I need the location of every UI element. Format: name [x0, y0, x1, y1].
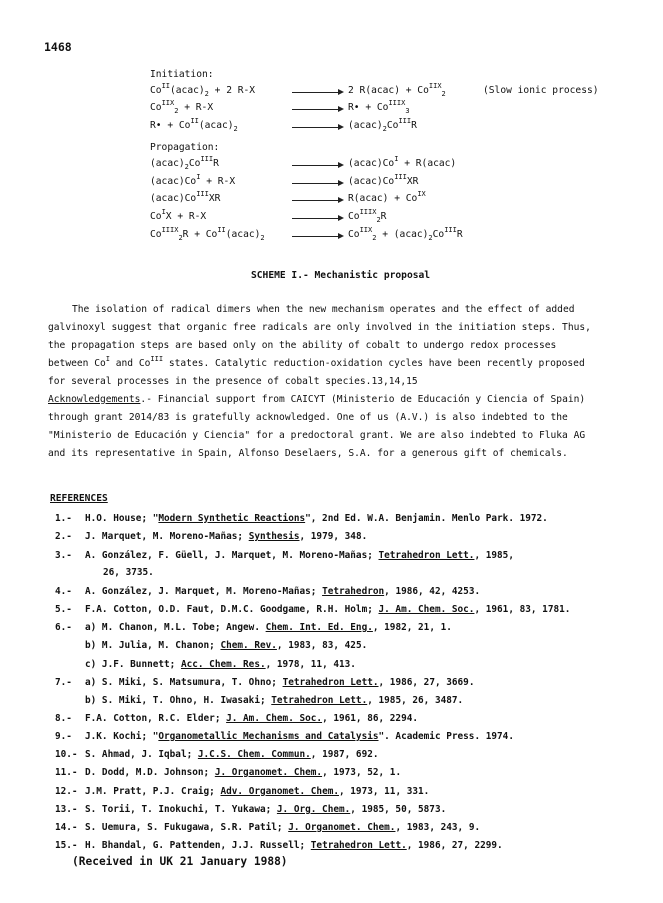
reaction-arrow-icon: [292, 165, 342, 166]
reference-entry: S. Ahmad, J. Iqbal; J.C.S. Chem. Commun., 1987, 692.: [85, 749, 379, 760]
propagation-step-reactants: $(acac)Co^I + R-X$: [150, 173, 236, 187]
reference-entry: S. Uemura, S. Fukugawa, S.R. Patil; J. Organomet. Chem., 1983, 243, 9.: [85, 822, 481, 833]
paragraph-line: the propagation steps are based only on the ability of cobalt to undergo redox processes: [48, 340, 557, 351]
reference-entry: H.O. House; "Modern Synthetic Reactions", 2nd Ed. W.A. Benjamin. Menlo Park. 1972.: [85, 513, 548, 524]
initiation-step-products: $(acac)_2Co^{III}R$: [348, 117, 417, 133]
reference-number: 2.-: [55, 531, 72, 542]
acknowledgements-line: "Ministerio de Educación y Ciencia" for a predoctoral grant. We are also indebted to Fluka AG: [48, 430, 586, 441]
reference-number: 5.-: [55, 604, 72, 615]
reference-entry: D. Dodd, M.D. Johnson; J. Organomet. Chem., 1973, 52, 1.: [85, 767, 402, 778]
reference-number: 15.-: [55, 840, 78, 851]
reference-entry: F.A. Cotton, O.D. Faut, D.M.C. Goodgame, R.H. Holm; J. Am. Chem. Soc., 1961, 83, 1781.: [85, 604, 571, 615]
journal-name: J. Am. Chem. Soc.: [378, 604, 475, 615]
reference-entry: a) M. Chanon, M.L. Tobe; Angew. Chem. Int. Ed. Eng., 1982, 21, 1.: [85, 622, 452, 633]
reference-number: 12.-: [55, 786, 78, 797]
acknowledgements-line: and its representative in Spain, Alfonso Deselaers, S.A. for a generous gift of chemicals.: [48, 448, 568, 459]
propagation-step-reactants: $(acac)Co^{III}XR$: [150, 190, 221, 204]
journal-name: Chem. Rev.: [220, 640, 277, 651]
initiation-step-reactants: $Co^{II}(acac)_2 + 2$ R-X: [150, 82, 256, 98]
reference-number: 4.-: [55, 586, 72, 597]
reference-entry: A. González, J. Marquet, M. Moreno-Mañas; Tetrahedron, 1986, 42, 4253.: [85, 586, 481, 597]
journal-name: Tetrahedron Lett.: [378, 550, 475, 561]
propagation-step-products: R(acac) + $Co^{IX}$: [348, 190, 426, 204]
reference-number: 10.-: [55, 749, 78, 760]
acknowledgements-label: Acknowledgements: [48, 394, 141, 405]
propagation-step-reactants: $Co^IX + R-X$: [150, 208, 207, 222]
journal-name: Synthesis: [248, 531, 300, 542]
initiation-step-reactants: $Co^{IIX}_2 + R-X$: [150, 99, 214, 115]
reference-entry: c) J.F. Bunnett; Acc. Chem. Res., 1978, 11, 413.: [85, 659, 356, 670]
journal-name: J. Organomet. Chem.: [214, 767, 323, 778]
reference-entry: H. Bhandal, G. Pattenden, J.J. Russell; Tetrahedron Lett., 1986, 27, 2299.: [85, 840, 503, 851]
reaction-arrow-icon: [292, 236, 342, 237]
initiation-step-reactants: R• + $Co^{II}(acac)_2$: [150, 117, 238, 133]
reference-entry: S. Torii, T. Inokuchi, T. Yukawa; J. Org. Chem., 1985, 50, 5873.: [85, 804, 447, 815]
journal-name: J. Org. Chem.: [276, 804, 351, 815]
reaction-arrow-icon: [292, 127, 342, 128]
reference-number: 11.-: [55, 767, 78, 778]
reference-entry: F.A. Cotton, R.C. Elder; J. Am. Chem. Soc., 1961, 86, 2294.: [85, 713, 419, 724]
reaction-arrow-icon: [292, 109, 342, 110]
reference-entry: A. González, F. Güell, J. Marquet, M. Moreno-Mañas; Tetrahedron Lett., 1985,: [85, 550, 514, 561]
paragraph-line: The isolation of radical dimers when the new mechanism operates and the effect of added: [72, 304, 575, 315]
received-date: (Received in UK 21 January 1988): [72, 855, 288, 868]
initiation-label: Initiation:: [150, 69, 214, 80]
propagation-step-products: $(acac)Co^{III}XR$: [348, 173, 419, 187]
references-heading: REFERENCES: [50, 493, 108, 504]
journal-name: Adv. Organomet. Chem.: [220, 786, 339, 797]
journal-name: Organometallic Mechanisms and Catalysis: [158, 731, 379, 742]
journal-name: Acc. Chem. Res.: [180, 659, 266, 670]
propagation-step-products: $Co^{IIX}_2$ + $(acac)_2Co^{III}R$: [348, 226, 463, 242]
reference-number: 14.-: [55, 822, 78, 833]
journal-name: J.C.S. Chem. Commun.: [197, 749, 311, 760]
acknowledgements-line: Acknowledgements.- Financial support from CAICYT (Ministerio de Educación y Ciencia of Spain): [48, 394, 586, 405]
initiation-step-products: 2 R(acac) + $Co^{IIX}_2$: [348, 82, 446, 98]
propagation-step-reactants: $Co^{IIIX}_2R$ + $Co^{II}(acac)_2$: [150, 226, 265, 242]
journal-name: Tetrahedron Lett.: [310, 840, 407, 851]
initiation-step-products: R• + $Co^{IIIX}_3$: [348, 99, 410, 115]
acknowledgements-line: through grant 2014/83 is gratefully acknowledged. One of us (A.V.) is also indebted to the: [48, 412, 568, 423]
reference-continuation: 26, 3735.: [103, 567, 154, 578]
journal-name: Chem. Int. Ed. Eng.: [265, 622, 373, 633]
page-number: 1468: [44, 40, 72, 54]
reference-number: 8.-: [55, 713, 72, 724]
reference-number: 3.-: [55, 550, 72, 561]
reference-entry: J.M. Pratt, P.J. Craig; Adv. Organomet. Chem., 1973, 11, 331.: [85, 786, 430, 797]
journal-name: J. Am. Chem. Soc.: [226, 713, 323, 724]
paragraph-line: galvinoxyl suggest that organic free radicals are only involved in the initiation steps. Thus,: [48, 322, 591, 333]
reaction-arrow-icon: [292, 92, 342, 93]
reaction-arrow-icon: [292, 218, 342, 219]
reference-entry: J. Marquet, M. Moreno-Mañas; Synthesis, 1979, 348.: [85, 531, 368, 542]
propagation-step-products: $Co^{IIIX}_2R$: [348, 208, 387, 224]
reference-entry: b) M. Julia, M. Chanon; Chem. Rev., 1983, 83, 425.: [85, 640, 368, 651]
reference-entry: a) S. Miki, S. Matsumura, T. Ohno; Tetrahedron Lett., 1986, 27, 3669.: [85, 677, 475, 688]
reference-number: 13.-: [55, 804, 78, 815]
reference-number: 1.-: [55, 513, 72, 524]
reaction-arrow-icon: [292, 183, 342, 184]
reference-entry: J.K. Kochi; "Organometallic Mechanisms and Catalysis". Academic Press. 1974.: [85, 731, 514, 742]
reaction-arrow-icon: [292, 200, 342, 201]
reference-entry: b) S. Miki, T. Ohno, H. Iwasaki; Tetrahedron Lett., 1985, 26, 3487.: [85, 695, 464, 706]
journal-name: Tetrahedron Lett.: [282, 677, 379, 688]
journal-name: J. Organomet. Chem.: [288, 822, 396, 833]
journal-name: Tetrahedron: [322, 586, 385, 597]
propagation-label: Propagation:: [150, 142, 220, 153]
scheme-caption: SCHEME I.- Mechanistic proposal: [251, 270, 431, 281]
reference-number: 6.-: [55, 622, 72, 633]
paragraph-line: for several processes in the presence of cobalt species.13,14,15: [48, 376, 418, 387]
reference-number: 9.-: [55, 731, 72, 742]
propagation-step-reactants: $(acac)_2Co^{III}R$: [150, 155, 219, 171]
journal-name: Tetrahedron Lett.: [271, 695, 368, 706]
propagation-step-products: $(acac)Co^I$ + R(acac): [348, 155, 457, 169]
journal-name: Modern Synthetic Reactions: [158, 513, 306, 524]
process-note: (Slow ionic process): [483, 85, 599, 96]
paragraph-line: between $Co^I$ and $Co^{III}$ states. Catalytic reduction-oxidation cycles have been recently proposed: [48, 355, 585, 369]
reference-number: 7.-: [55, 677, 72, 688]
